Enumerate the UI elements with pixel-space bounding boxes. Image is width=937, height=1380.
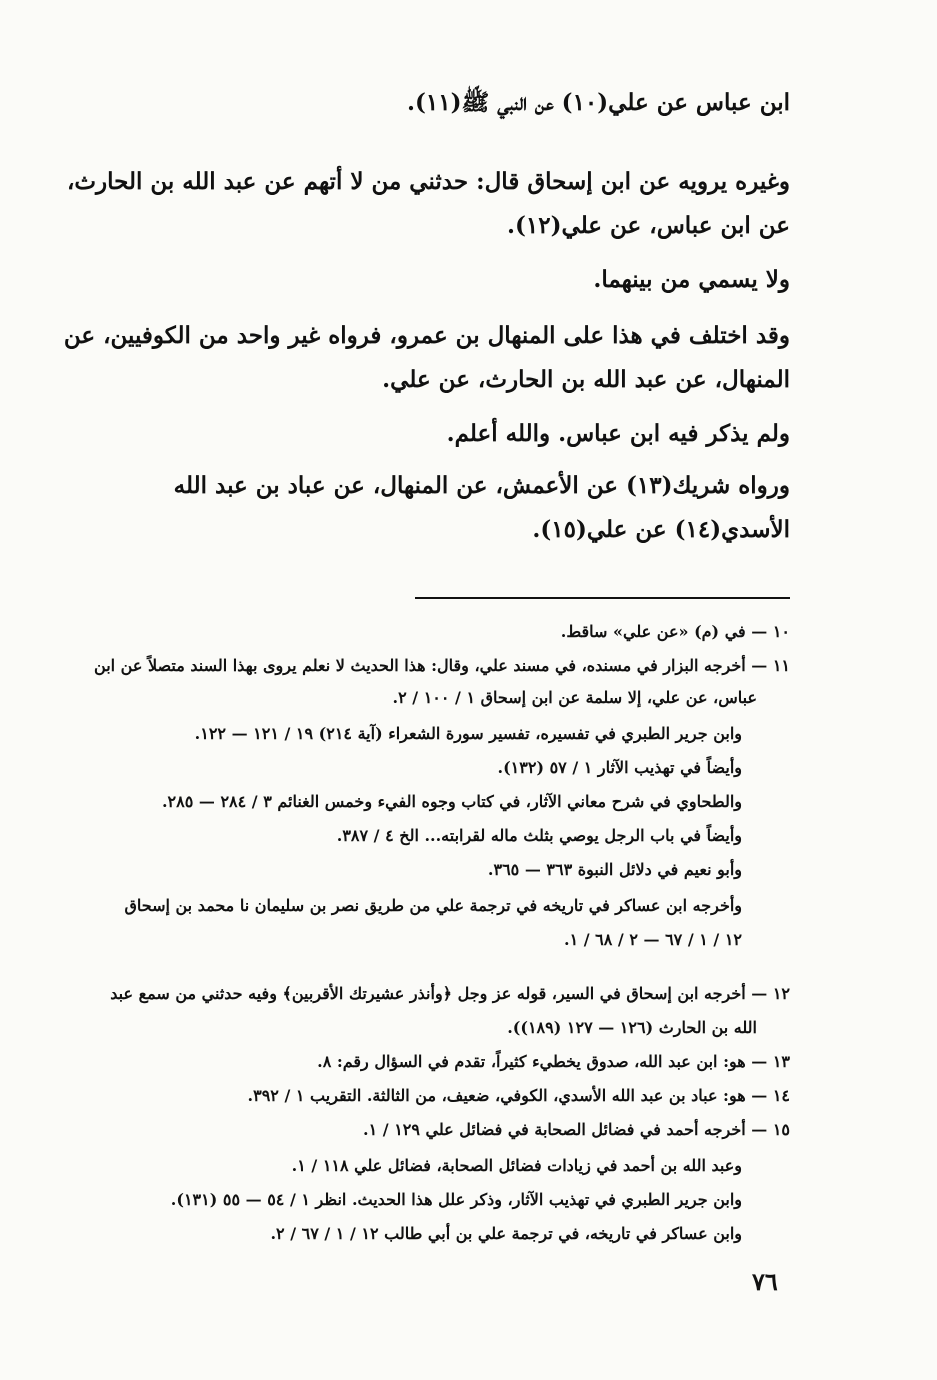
footnote-11-tabari: وابن جرير الطبري في تفسيره، تفسير سورة الشعراء (آية ٢١٤) ١٩ / ١٢١ — ١٢٢. bbox=[194, 724, 742, 743]
footnote-11-cont: عباس، عن علي، إلا سلمة عن ابن إسحاق ١ / ١٠٠ / ٢. bbox=[392, 688, 757, 707]
main-line-5: وقد اختلف في هذا على المنهال بن عمرو، فرواه غير واحد من الكوفيين، عن bbox=[63, 322, 790, 349]
footnote-separator bbox=[415, 597, 790, 599]
footnote-11-tahdhib: وأيضاً في تهذيب الآثار ١ / ٥٧ (١٣٢). bbox=[497, 758, 742, 777]
main-line-3: عن ابن عباس، عن علي(١٢). bbox=[507, 212, 790, 239]
footnote-15-abdallah: وعبد الله بن أحمد في زيادات فضائل الصحابة، فضائل علي ١١٨ / ١. bbox=[291, 1156, 742, 1175]
footnote-15-tabari: وابن جرير الطبري في تهذيب الآثار، وذكر علل هذا الحديث. انظر ١ / ٥٤ — ٥٥ (١٣١). bbox=[170, 1190, 742, 1209]
footnote-11-tahawi: والطحاوي في شرح معاني الآثار، في كتاب وجوه الفيء وخمس الغنائم ٣ / ٢٨٤ — ٢٨٥. bbox=[161, 792, 742, 811]
footnote-11-tahawi-2: وأيضاً في باب الرجل يوصي بثلث ماله لقرابته... الخ ٤ / ٣٨٧. bbox=[336, 826, 742, 845]
footnote-12: ١٢ — أخرجه ابن إسحاق في السير، قوله عز وجل ﴿وأنذر عشيرتك الأقربين﴾ وفيه حدثني من سمع عبد bbox=[110, 984, 790, 1003]
footnote-15: ١٥ — أخرجه أحمد في فضائل الصحابة في فضائل علي ١٢٩ / ١. bbox=[363, 1120, 790, 1139]
main-line-4: ولا يسمي من بينهما. bbox=[593, 266, 790, 293]
main-line-1: ابن عباس عن علي(١٠) عن النبي ﷺ(١١). bbox=[406, 89, 790, 116]
main-line-8: ورواه شريك(١٣) عن الأعمش، عن المنهال، عن عباد بن عبد الله bbox=[173, 472, 790, 499]
footnote-14: ١٤ — هو: عباد بن عبد الله الأسدي، الكوفي، ضعيف، من الثالثة. التقريب ١ / ٣٩٢. bbox=[247, 1086, 790, 1105]
footnote-11: ١١ — أخرجه البزار في مسنده، في مسند علي، وقال: هذا الحديث لا نعلم يروى بهذا السند متصلاً عن ابن bbox=[94, 656, 790, 675]
footnote-12-cont: الله بن الحارث (١٢٦ — ١٢٧ (١٨٩)). bbox=[507, 1018, 757, 1037]
footnote-15-ibn-asakir: وابن عساكر في تاريخه، في ترجمة علي بن أبي طالب ١٢ / ١ / ٦٧ / ٢. bbox=[270, 1224, 742, 1243]
footnote-11-ibn-asakir-ref: ١٢ / ١ / ٦٧ — ٢ / ٦٨ / ١. bbox=[564, 930, 742, 949]
main-line-6: المنهال، عن عبد الله بن الحارث، عن علي. bbox=[382, 366, 790, 393]
main-line-2: وغيره يرويه عن ابن إسحاق قال: حدثني من لا أتهم عن عبد الله بن الحارث، bbox=[66, 168, 790, 195]
footnote-10: ١٠ — في (م) «عن علي» ساقط. bbox=[560, 622, 790, 641]
footnote-11-ibn-asakir: وأخرجه ابن عساكر في تاريخه في ترجمة علي من طريق نصر بن سليمان نا محمد بن إسحاق bbox=[124, 896, 742, 915]
main-line-7: ولم يذكر فيه ابن عباس. والله أعلم. bbox=[446, 420, 790, 447]
main-line-9: الأسدي(١٤) عن علي(١٥). bbox=[532, 516, 790, 543]
page-number: ٧٦ bbox=[752, 1267, 778, 1296]
footnote-11-abu-nuaym: وأبو نعيم في دلائل النبوة ٣٦٣ — ٣٦٥. bbox=[487, 860, 742, 879]
footnote-13: ١٣ — هو: ابن عبد الله، صدوق يخطيء كثيراً، تقدم في السؤال رقم: ٨. bbox=[317, 1052, 790, 1071]
